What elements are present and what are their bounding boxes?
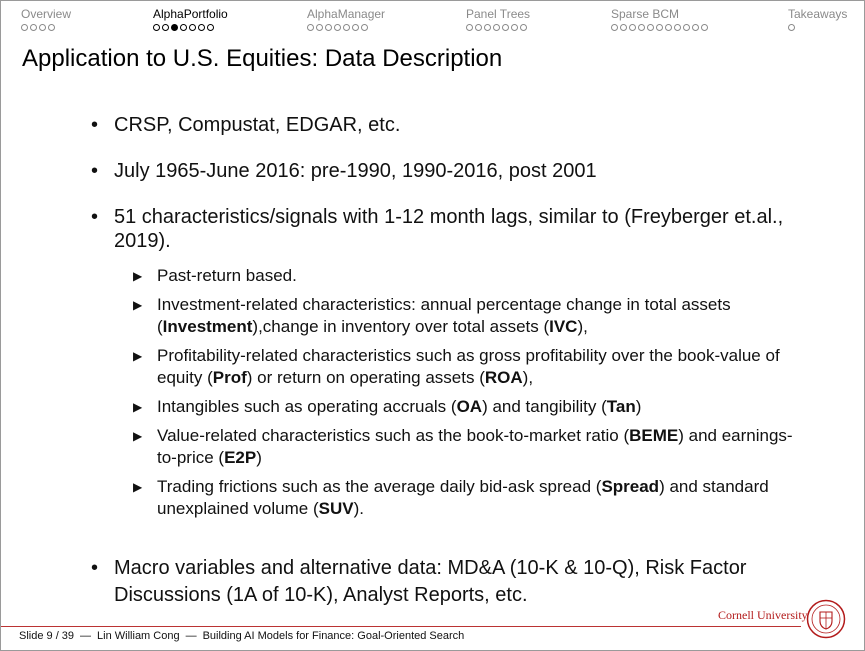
slide-number: Slide 9 / 39 (19, 630, 75, 642)
nav-dots (466, 24, 530, 31)
nav-section-label: Takeaways (788, 7, 848, 21)
slide-title: Application to U.S. Equities: Data Description (22, 45, 503, 72)
nav-dots (611, 24, 708, 31)
nav-dot[interactable] (316, 24, 323, 31)
nav-dot-current[interactable] (171, 24, 178, 31)
nav-dot[interactable] (307, 24, 314, 31)
nav-section-label: Sparse BCM (611, 7, 680, 21)
nav-dot[interactable] (647, 24, 654, 31)
nav-dots (21, 24, 71, 31)
nav-dot[interactable] (21, 24, 28, 31)
nav-section-label: AlphaManager (307, 7, 386, 21)
nav-dot[interactable] (683, 24, 690, 31)
nav-dot[interactable] (620, 24, 627, 31)
section-navigation (1, 1, 864, 41)
nav-section-panel-trees[interactable] (466, 7, 530, 31)
nav-dot[interactable] (198, 24, 205, 31)
bullet-data-sources: • CRSP, Compustat, EDGAR, etc. (91, 113, 811, 137)
bullet-macro-alt-data: • Macro variables and alternative data: MD&A (10-K & 10-Q), Risk Factor Discussions (1A of 10-K), Analyst Reports, etc. (91, 555, 814, 609)
bullet-sample-period: • July 1965-June 2016: pre-1990, 1990-2016, post 2001 (91, 159, 811, 183)
nav-section-alphaportfolio[interactable] (153, 7, 228, 31)
nav-dot[interactable] (162, 24, 169, 31)
nav-dot[interactable] (638, 24, 645, 31)
nav-dot[interactable] (665, 24, 672, 31)
nav-dot[interactable] (502, 24, 509, 31)
nav-dot[interactable] (343, 24, 350, 31)
nav-dot[interactable] (656, 24, 663, 31)
nav-dot[interactable] (511, 24, 518, 31)
nav-dots (307, 24, 385, 31)
nav-section-label: Overview (21, 7, 72, 21)
sub-item-past-return: ▶ Past-return based. (91, 265, 806, 287)
nav-dot[interactable] (207, 24, 214, 31)
footer-separator: — (185, 630, 197, 642)
nav-dot[interactable] (493, 24, 500, 31)
nav-section-label: AlphaPortfolio (153, 7, 228, 21)
nav-dot[interactable] (611, 24, 618, 31)
nav-dot[interactable] (674, 24, 681, 31)
sub-item-intangibles: ▶ Intangibles such as operating accruals (OA) and tangibility (Tan) (91, 396, 806, 418)
nav-dot[interactable] (701, 24, 708, 31)
nav-dot[interactable] (189, 24, 196, 31)
footer-divider (1, 626, 801, 627)
nav-section-sparse-bcm[interactable] (611, 7, 708, 31)
nav-dot[interactable] (520, 24, 527, 31)
cornell-seal-icon (806, 599, 846, 639)
sub-item-investment: ▶ Investment-related characteristics: annual percentage change in total assets (Investment),change in inventory over total assets (IVC), (91, 294, 806, 338)
nav-dot[interactable] (788, 24, 795, 31)
footer-separator: — (80, 630, 92, 642)
sub-item-value: ▶ Value-related characteristics such as the book-to-market ratio (BEME) and earnings-to-price (E2P) (91, 425, 806, 469)
sub-item-profitability: ▶ Profitability-related characteristics such as gross profitability over the book-value of equity (Prof) or return on operating assets (ROA), (91, 345, 806, 389)
nav-dot[interactable] (361, 24, 368, 31)
characteristics-sublist (91, 265, 806, 520)
nav-section-takeaways[interactable] (788, 7, 847, 31)
nav-dot[interactable] (484, 24, 491, 31)
nav-dot[interactable] (325, 24, 332, 31)
cornell-university-logo-text: Cornell University (718, 608, 808, 622)
nav-dot[interactable] (692, 24, 699, 31)
nav-section-alphamanager[interactable] (307, 7, 385, 31)
nav-dot[interactable] (334, 24, 341, 31)
bullet-characteristics: • 51 characteristics/signals with 1-12 month lags, similar to (Freyberger et.al., 2019). (91, 205, 804, 253)
nav-dot[interactable] (629, 24, 636, 31)
sub-item-trading-frictions: ▶ Trading frictions such as the average daily bid-ask spread (Spread) and standard unexplained volume (SUV). (91, 476, 806, 520)
nav-section-overview[interactable] (21, 7, 71, 31)
nav-dot[interactable] (180, 24, 187, 31)
nav-dot[interactable] (352, 24, 359, 31)
nav-dot[interactable] (30, 24, 37, 31)
nav-dot[interactable] (466, 24, 473, 31)
slide-content (91, 113, 811, 609)
nav-dots (153, 24, 228, 31)
slide-footer (19, 630, 464, 642)
footer-talk-title: Building AI Models for Finance: Goal-Oriented Search (202, 630, 465, 642)
nav-dot[interactable] (153, 24, 160, 31)
footer-author: Lin William Cong (97, 630, 180, 642)
nav-section-label: Panel Trees (466, 7, 531, 21)
nav-dots (788, 24, 847, 31)
nav-dot[interactable] (475, 24, 482, 31)
nav-dot[interactable] (48, 24, 55, 31)
nav-dot[interactable] (39, 24, 46, 31)
